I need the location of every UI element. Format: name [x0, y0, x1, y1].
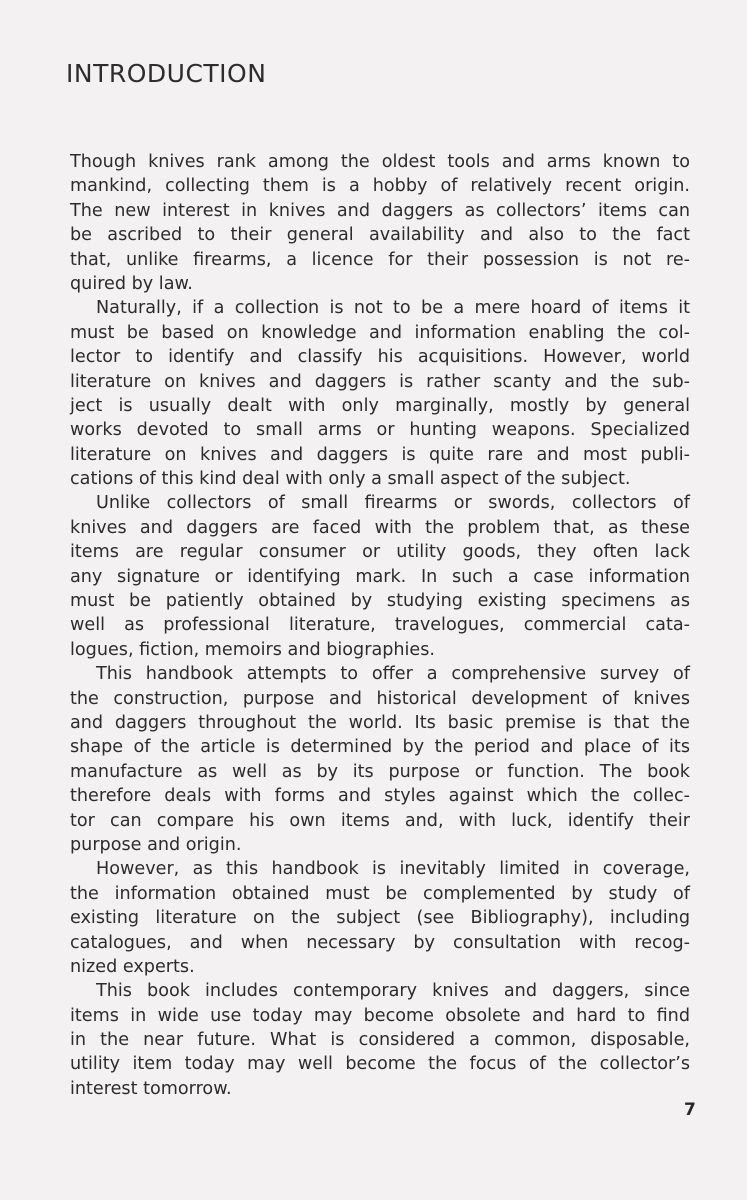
text-line: However, as this handbook is inevitably limited in coverage,: [96, 859, 690, 880]
page-number: 7: [684, 1100, 696, 1120]
text-line: well as professional literature, travelogues, commercial cata-: [70, 615, 690, 636]
text-line: The new interest in knives and daggers as collectors’ items can: [70, 200, 690, 221]
text-line: This handbook attempts to offer a comprehensive survey of: [96, 664, 690, 685]
text-line: existing literature on the subject (see Bibliography), including: [70, 908, 690, 929]
text-line: This book includes contemporary knives and daggers, since: [96, 981, 690, 1002]
text-line: quired by law.: [70, 273, 193, 294]
text-line: lector to identify and classify his acquisitions. However, world: [70, 347, 690, 368]
text-line: items are regular consumer or utility goods, they often lack: [70, 542, 690, 563]
text-line: nized experts.: [70, 956, 195, 977]
text-line: the construction, purpose and historical development of knives: [70, 688, 690, 709]
text-line: purpose and origin.: [70, 834, 242, 855]
text-line: mankind, collecting them is a hobby of relatively recent origin.: [70, 176, 690, 197]
text-line: Though knives rank among the oldest tools and arms known to: [70, 152, 690, 172]
text-line: and daggers throughout the world. Its basic premise is that the: [70, 712, 690, 733]
text-line: ject is usually dealt with only marginally, mostly by general: [70, 395, 690, 416]
text-line: interest tomorrow.: [70, 1078, 232, 1099]
text-line: utility item today may well become the focus of the collector’s: [70, 1054, 690, 1075]
paragraph-4: [70, 662, 690, 857]
text-line: works devoted to small arms or hunting weapons. Specialized: [70, 420, 690, 441]
paragraph-5: [70, 857, 690, 979]
text-line: in the near future. What is considered a common, disposable,: [70, 1030, 690, 1051]
paragraph-6: [70, 979, 690, 1101]
text-line: cations of this kind deal with only a small aspect of the subject.: [70, 469, 631, 490]
paragraph-1: [70, 150, 690, 296]
text-line: any signature or identifying mark. In such a case information: [70, 566, 690, 587]
text-line: shape of the article is determined by the period and place of its: [70, 737, 690, 758]
text-line: items in wide use today may become obsolete and hard to find: [70, 1005, 690, 1026]
text-line: Naturally, if a collection is not to be a mere hoard of items it: [96, 298, 690, 319]
text-line: logues, fiction, memoirs and biographies.: [70, 639, 436, 660]
text-line: knives and daggers are faced with the problem that, as these: [70, 517, 690, 538]
text-line: catalogues, and when necessary by consultation with recog-: [70, 932, 690, 953]
text-line: that, unlike firearms, a licence for their possession is not re-: [70, 249, 690, 270]
text-line: Unlike collectors of small firearms or swords, collectors of: [96, 493, 690, 514]
text-line: literature on knives and daggers is quite rare and most publi-: [70, 444, 690, 465]
text-line: be ascribed to their general availability and also to the fact: [70, 225, 690, 246]
paragraph-2: [70, 296, 690, 491]
body-text: [70, 150, 690, 1101]
text-line: tor can compare his own items and, with luck, identify their: [70, 810, 690, 831]
text-line: must be based on knowledge and information enabling the col-: [70, 322, 690, 343]
text-line: manufacture as well as by its purpose or function. The book: [70, 761, 690, 782]
page-title: INTRODUCTION: [66, 59, 267, 88]
text-line: therefore deals with forms and styles against which the collec-: [70, 786, 690, 807]
text-line: literature on knives and daggers is rather scanty and the sub-: [70, 371, 690, 392]
text-line: the information obtained must be complemented by study of: [70, 883, 690, 904]
paragraph-3: [70, 491, 690, 662]
text-line: must be patiently obtained by studying existing specimens as: [70, 591, 690, 612]
